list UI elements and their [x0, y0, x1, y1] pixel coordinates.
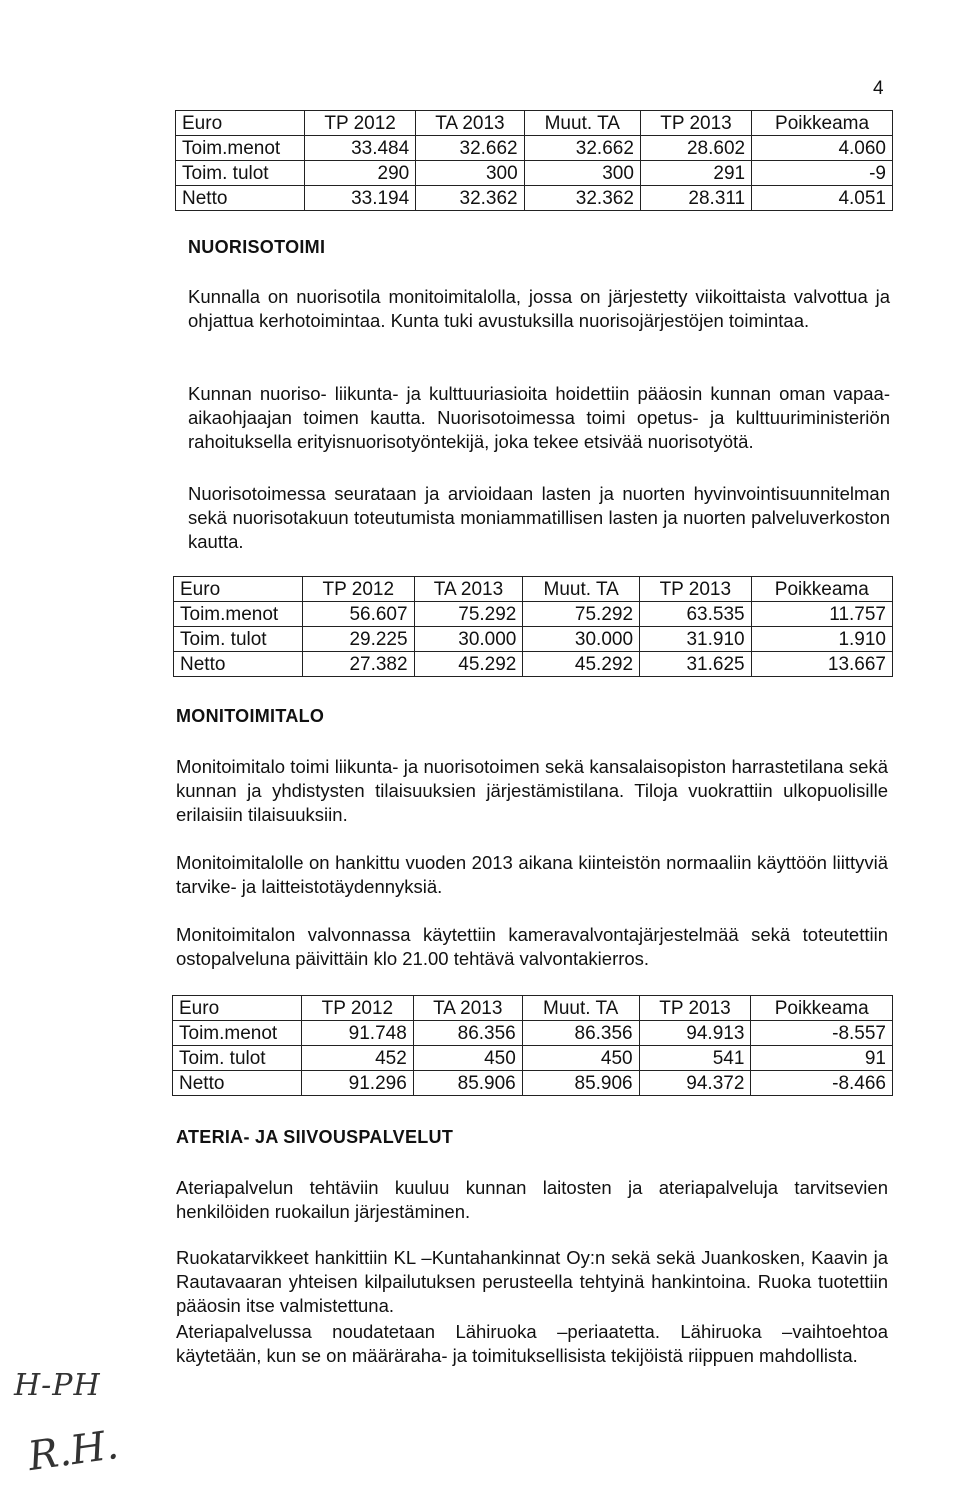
- cell-value: 4.051: [752, 186, 893, 211]
- header-cell: Muut. TA: [523, 577, 640, 602]
- cell-value: -8.557: [751, 1021, 893, 1046]
- cell-value: 13.667: [751, 652, 892, 677]
- row-label: Toim.menot: [176, 136, 305, 161]
- cell-value: 86.356: [413, 1021, 522, 1046]
- table-row: [174, 627, 893, 652]
- row-label: Netto: [176, 186, 305, 211]
- cell-value: 450: [413, 1046, 522, 1071]
- row-label: Toim. tulot: [173, 1046, 302, 1071]
- table-row: [173, 1071, 893, 1096]
- cell-value: 29.225: [303, 627, 415, 652]
- cell-value: 32.662: [524, 136, 640, 161]
- handwritten-initials: H-PH: [14, 1368, 101, 1403]
- cell-value: 85.906: [413, 1071, 522, 1096]
- table-row: [176, 161, 893, 186]
- cell-value: 33.484: [305, 136, 416, 161]
- cell-value: 300: [524, 161, 640, 186]
- row-label: Netto: [173, 1071, 302, 1096]
- row-label: Toim. tulot: [174, 627, 303, 652]
- cell-value: 56.607: [303, 602, 415, 627]
- section-heading-monitoimitalo: MONITOIMITALO: [176, 706, 325, 726]
- table-row: [173, 1046, 893, 1071]
- cell-value: 11.757: [751, 602, 892, 627]
- cell-value: 30.000: [523, 627, 640, 652]
- cell-value: 94.372: [639, 1071, 751, 1096]
- cell-value: 541: [639, 1046, 751, 1071]
- cell-value: 75.292: [414, 602, 523, 627]
- paragraph: Kunnalla on nuorisotila monitoimitalolla, jossa on järjestetty viikoittaista valvottua ja ohjattua kerhotoimintaa. Kunta tuki avustuksilla nuorisojärjestöjen toimintaa.: [188, 286, 890, 331]
- header-cell: Euro: [174, 577, 303, 602]
- page-number: 4: [873, 78, 884, 99]
- cell-value: 91.296: [302, 1071, 414, 1096]
- cell-value: 91.748: [302, 1021, 414, 1046]
- header-cell: Muut. TA: [524, 111, 640, 136]
- paragraph: Nuorisotoimessa seurataan ja arvioidaan lasten ja nuorten hyvinvointisuunnitelman sekä nuorisotakuun toteutumista moniammatillisen lasten ja nuorten palveluverkoston kautta.: [188, 483, 890, 552]
- header-cell: TP 2013: [640, 577, 752, 602]
- cell-value: 32.662: [416, 136, 524, 161]
- cell-value: 86.356: [522, 1021, 639, 1046]
- paragraph: Monitoimitalo toimi liikunta- ja nuorisotoimen sekä kansalaisopiston harrastetilana sekä kunnan ja yhdistysten tilaisuuksien järjestämistilana. Tiloja vuokrattiin ulkopuolisille erilaisiin tilaisuuksiin.: [176, 756, 888, 825]
- cell-value: 63.535: [640, 602, 752, 627]
- cell-value: -8.466: [751, 1071, 893, 1096]
- header-cell: Poikkeama: [751, 577, 892, 602]
- cell-value: 32.362: [524, 186, 640, 211]
- header-cell: TP 2013: [640, 111, 751, 136]
- table-header-row: [174, 577, 893, 602]
- cell-value: 45.292: [523, 652, 640, 677]
- cell-value: 4.060: [752, 136, 893, 161]
- cell-value: 452: [302, 1046, 414, 1071]
- table-row: [176, 136, 893, 161]
- budget-table-1: [175, 110, 893, 211]
- cell-value: 450: [522, 1046, 639, 1071]
- cell-value: 75.292: [523, 602, 640, 627]
- handwritten-signature: R.H.: [25, 1421, 122, 1481]
- budget-table-3: [172, 995, 893, 1096]
- cell-value: 1.910: [751, 627, 892, 652]
- header-cell: TP 2012: [305, 111, 416, 136]
- header-cell: Poikkeama: [752, 111, 893, 136]
- table-row: [173, 1021, 893, 1046]
- section-heading-ateria: ATERIA- JA SIIVOUSPALVELUT: [176, 1127, 454, 1147]
- table-row: [174, 602, 893, 627]
- cell-value: 91: [751, 1046, 893, 1071]
- header-cell: Muut. TA: [522, 996, 639, 1021]
- header-cell: TP 2012: [303, 577, 415, 602]
- section-heading-nuorisotoimi: NUORISOTOIMI: [188, 237, 326, 257]
- row-label: Toim. tulot: [176, 161, 305, 186]
- cell-value: 27.382: [303, 652, 415, 677]
- table-row: [176, 186, 893, 211]
- cell-value: 30.000: [414, 627, 523, 652]
- header-cell: TP 2012: [302, 996, 414, 1021]
- header-cell: TA 2013: [416, 111, 524, 136]
- header-cell: TA 2013: [413, 996, 522, 1021]
- row-label: Toim.menot: [173, 1021, 302, 1046]
- cell-value: 290: [305, 161, 416, 186]
- paragraph: Monitoimitalolle on hankittu vuoden 2013 aikana kiinteistön normaaliin käyttöön liittyviä tarvike- ja laitteistotäydennyksiä.: [176, 852, 888, 897]
- row-label: Netto: [174, 652, 303, 677]
- cell-value: 31.910: [640, 627, 752, 652]
- cell-value: 94.913: [639, 1021, 751, 1046]
- cell-value: 85.906: [522, 1071, 639, 1096]
- paragraph: Ateriapalvelussa noudatetaan Lähiruoka –periaatetta. Lähiruoka –vaihtoehtoa käytetään, kun se on määräraha- ja toimituksellisista tekijöistä riippuen mahdollista.: [176, 1321, 888, 1366]
- cell-value: 45.292: [414, 652, 523, 677]
- cell-value: 33.194: [305, 186, 416, 211]
- header-cell: Euro: [176, 111, 305, 136]
- cell-value: 31.625: [640, 652, 752, 677]
- table-header-row: [176, 111, 893, 136]
- header-cell: TA 2013: [414, 577, 523, 602]
- cell-value: -9: [752, 161, 893, 186]
- cell-value: 300: [416, 161, 524, 186]
- cell-value: 28.311: [640, 186, 751, 211]
- budget-table-2: [173, 576, 893, 677]
- header-cell: Poikkeama: [751, 996, 893, 1021]
- header-cell: TP 2013: [639, 996, 751, 1021]
- row-label: Toim.menot: [174, 602, 303, 627]
- paragraph: Kunnan nuoriso- liikunta- ja kulttuuriasioita hoidettiin pääosin kunnan oman vapaa-aikaohjaajan toimen kautta. Nuorisotoimessa toimi opetus- ja kulttuuriministeriön rahoituksella erityisnuorisotyöntekijä, joka tekee etsivää nuorisotyötä.: [188, 383, 890, 452]
- header-cell: Euro: [173, 996, 302, 1021]
- table-row: [174, 652, 893, 677]
- paragraph: Monitoimitalon valvonnassa käytettiin kameravalvontajärjestelmää sekä toteutettiin ostopalveluna päivittäin klo 21.00 tehtävä valvontakierros.: [176, 924, 888, 969]
- cell-value: 32.362: [416, 186, 524, 211]
- table-header-row: [173, 996, 893, 1021]
- paragraph: Ateriapalvelun tehtäviin kuuluu kunnan laitosten ja ateriapalveluja tarvitsevien henkilöiden ruokailun järjestäminen.: [176, 1177, 888, 1222]
- cell-value: 291: [640, 161, 751, 186]
- paragraph: Ruokatarvikkeet hankittiin KL –Kuntahankinnat Oy:n sekä sekä Juankosken, Kaavin ja Rautavaaran yhteisen kilpailutuksen perusteella tehtyinä hankintoina. Ruoka tuotettiin pääosin itse valmistettuna.: [176, 1247, 888, 1316]
- cell-value: 28.602: [640, 136, 751, 161]
